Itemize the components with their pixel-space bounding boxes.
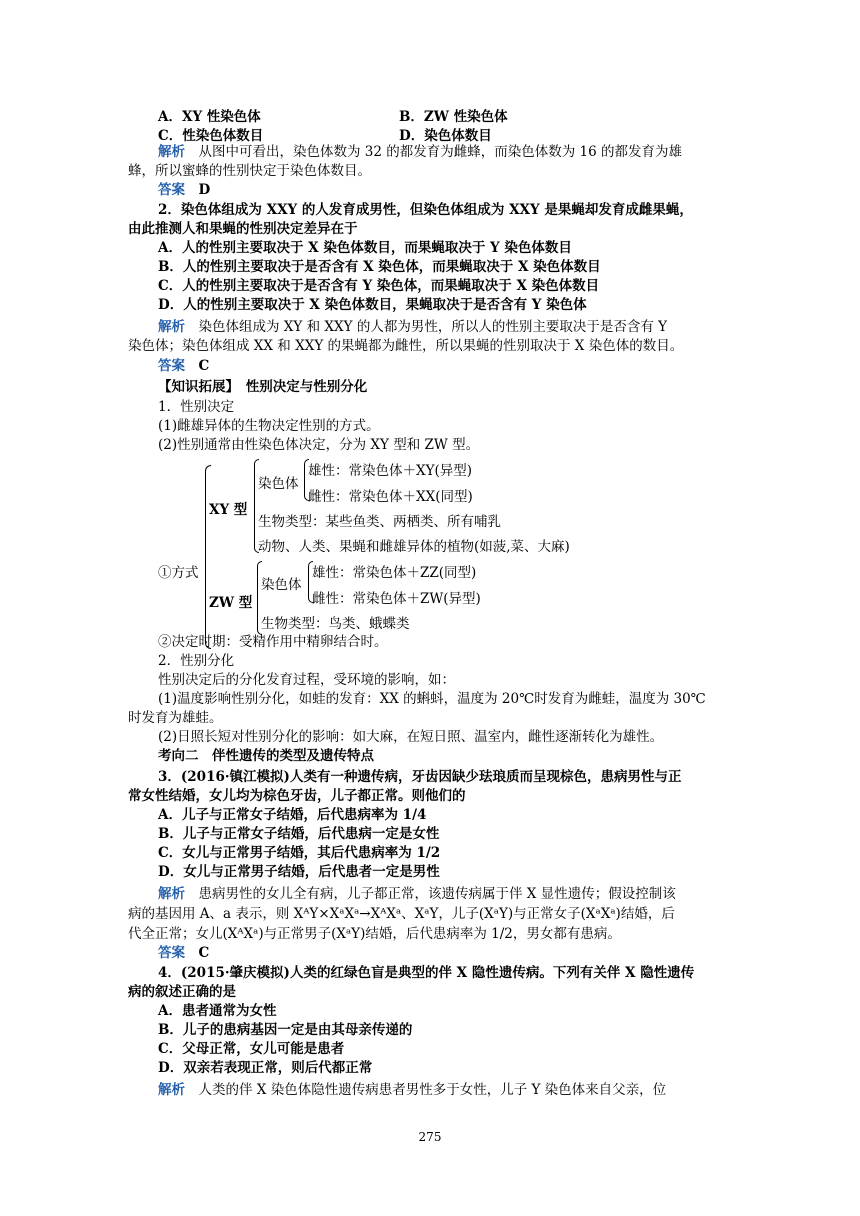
analysis-label: 解析 [158, 319, 185, 335]
q2-stem-line2: 由此推测人和果蝇的性别决定差异在于 [128, 221, 358, 237]
tree-zw-chrom: 染色体 [261, 577, 302, 593]
tree-zw-male: 雄性：常染色体＋ZZ(同型) [312, 565, 477, 581]
q1-option-c: C．性染色体数目 [158, 128, 264, 144]
q4-analysis-line1: 解析 人类的伴 X 染色体隐性遗传病患者男性多于女性，儿子 Y 染色体来自父亲，位 [158, 1082, 667, 1098]
tree-xy-female: 雌性：常染色体＋XX(同型) [308, 489, 473, 505]
q3-analysis-line1: 解析 患病男性的女儿全有病，儿子都正常，该遗传病属于伴 X 显性遗传；假设控制该 [158, 886, 676, 902]
section-heading: 考向二 伴性遗传的类型及遗传特点 [158, 748, 374, 764]
q3-answer: 答案 C [158, 945, 210, 961]
q4-option-d: D．双亲若表现正常，则后代都正常 [158, 1060, 373, 1076]
q1-option-b: B．ZW 性染色体 [399, 109, 508, 125]
analysis-label: 解析 [158, 144, 185, 160]
analysis-label: 解析 [158, 1082, 185, 1098]
q2-answer: 答案 C [158, 358, 210, 374]
knowledge-heading: 【知识拓展】 性别决定与性别分化 [158, 379, 368, 395]
q4-option-a: A．患者通常为女性 [158, 1003, 277, 1019]
q3-analysis-line3: 代全正常；女儿(XᴬXᵃ)与正常男子(XᵃY)结婚，后代患病率为 1/2，男女都有患病。 [128, 926, 621, 942]
q1-analysis-line1: 解析 从图中可看出，染色体数为 32 的都发育为雌蜂，而染色体数为 16 的都发育为雄 [158, 144, 683, 160]
knowledge-time: ②决定时期：受精作用中精卵结合时。 [158, 634, 388, 650]
answer-label: 答案 [158, 358, 185, 374]
knowledge-s1: 1．性别决定 [158, 399, 235, 415]
q2-option-a: A．人的性别主要取决于 X 染色体数目，而果蝇取决于 Y 染色体数目 [158, 240, 572, 256]
q1-answer: 答案 D [158, 182, 211, 198]
tree-xy-type: XY 型 [209, 502, 248, 518]
q4-stem-line2: 病的叙述正确的是 [128, 984, 236, 1000]
q3-stem-line2: 常女性结婚，女儿均为棕色牙齿，儿子都正常。则他们的 [128, 788, 466, 804]
q3-option-a: A．儿子与正常女子结婚，后代患病率为 1/4 [158, 807, 427, 823]
tree-xy-bio1: 生物类型：某些鱼类、两栖类、所有哺乳 [258, 514, 501, 530]
q2-analysis-line1: 解析 染色体组成为 XY 和 XXY 的人都为男性，所以人的性别主要取决于是否含有 Y [158, 319, 668, 335]
q2-analysis-line2: 染色体；染色体组成 XX 和 XXY 的果蝇都为雌性，所以果蝇的性别取决于 X 染色体的数目。 [128, 338, 684, 354]
tree-xy-chrom: 染色体 [258, 476, 299, 492]
knowledge-s2: 2．性别分化 [158, 653, 235, 669]
knowledge-s2a: 性别决定后的分化发育过程，受环境的影响，如： [158, 672, 455, 688]
q3-option-d: D．女儿与正常男子结婚，后代患者一定是男性 [158, 864, 440, 880]
knowledge-s2c: (2)日照长短对性别分化的影响：如大麻，在短日照、温室内，雌性逐渐转化为雄性。 [158, 729, 664, 745]
knowledge-s1a: (1)雌雄异体的生物决定性别的方式。 [158, 418, 380, 434]
knowledge-s1b: (2)性别通常由性染色体决定，分为 XY 型和 ZW 型。 [158, 437, 480, 453]
q1-option-a: A．XY 性染色体 [158, 109, 261, 125]
q3-stem-line1: 3．(2016·镇江模拟)人类有一种遗传病，牙齿因缺少珐琅质而呈现棕色，患病男性与正 [158, 769, 682, 785]
knowledge-s2b1: (1)温度影响性别分化，如蛙的发育：XX 的蝌蚪，温度为 20℃时发育为雌蛙，温度为 30℃ [158, 691, 706, 707]
tree-xy-bio2: 动物、人类、果蝇和雌雄异体的植物(如菠,菜、大麻) [258, 539, 570, 555]
q3-analysis-line2: 病的基因用 A、a 表示，则 XᴬY×XᵃXᵃ→XᴬXᵃ、XᵃY，儿子(XᵃY)与正常女子(XᵃXᵃ)结婚，后 [128, 906, 675, 922]
q2-stem-line1: 2．染色体组成为 XXY 的人发育成男性，但染色体组成为 XXY 是果蝇却发育成雌果蝇， [158, 202, 693, 218]
q4-option-b: B．儿子的患病基因一定是由其母亲传递的 [158, 1022, 413, 1038]
analysis-label: 解析 [158, 886, 185, 902]
q4-stem-line1: 4．(2015·肇庆模拟)人类的红绿色盲是典型的伴 X 隐性遗传病。下列有关伴 X 隐性遗传 [158, 965, 695, 981]
q4-option-c: C．父母正常，女儿可能是患者 [158, 1041, 345, 1057]
tree-xy-male: 雄性：常染色体＋XY(异型) [308, 463, 473, 479]
q2-option-d: D．人的性别主要取决于 X 染色体数目，果蝇取决于是否含有 Y 染色体 [158, 297, 587, 313]
tree-zw-type: ZW 型 [209, 595, 253, 611]
answer-label: 答案 [158, 182, 185, 198]
answer-label: 答案 [158, 945, 185, 961]
tree-zw-female: 雌性：常染色体＋ZW(异型) [312, 591, 481, 607]
q3-option-b: B．儿子与正常女子结婚，后代患病一定是女性 [158, 826, 440, 842]
q2-option-c: C．人的性别主要取决于是否含有 Y 染色体，而果蝇取决于 X 染色体数目 [158, 278, 600, 294]
q2-option-b: B．人的性别主要取决于是否含有 X 染色体，而果蝇取决于 X 染色体数目 [158, 259, 601, 275]
tree-way: ①方式 [158, 565, 199, 581]
q3-option-c: C．女儿与正常男子结婚，其后代患病率为 1/2 [158, 845, 441, 861]
q1-option-d: D．染色体数目 [399, 128, 492, 144]
page-number: 275 [418, 1130, 442, 1144]
tree-zw-bio: 生物类型：鸟类、蛾蝶类 [261, 616, 410, 632]
knowledge-s2b2: 时发育为雄蛙。 [128, 710, 223, 726]
q1-analysis-line2: 蜂，所以蜜蜂的性别快定于染色体数目。 [128, 163, 371, 179]
brace-outer [205, 465, 211, 649]
